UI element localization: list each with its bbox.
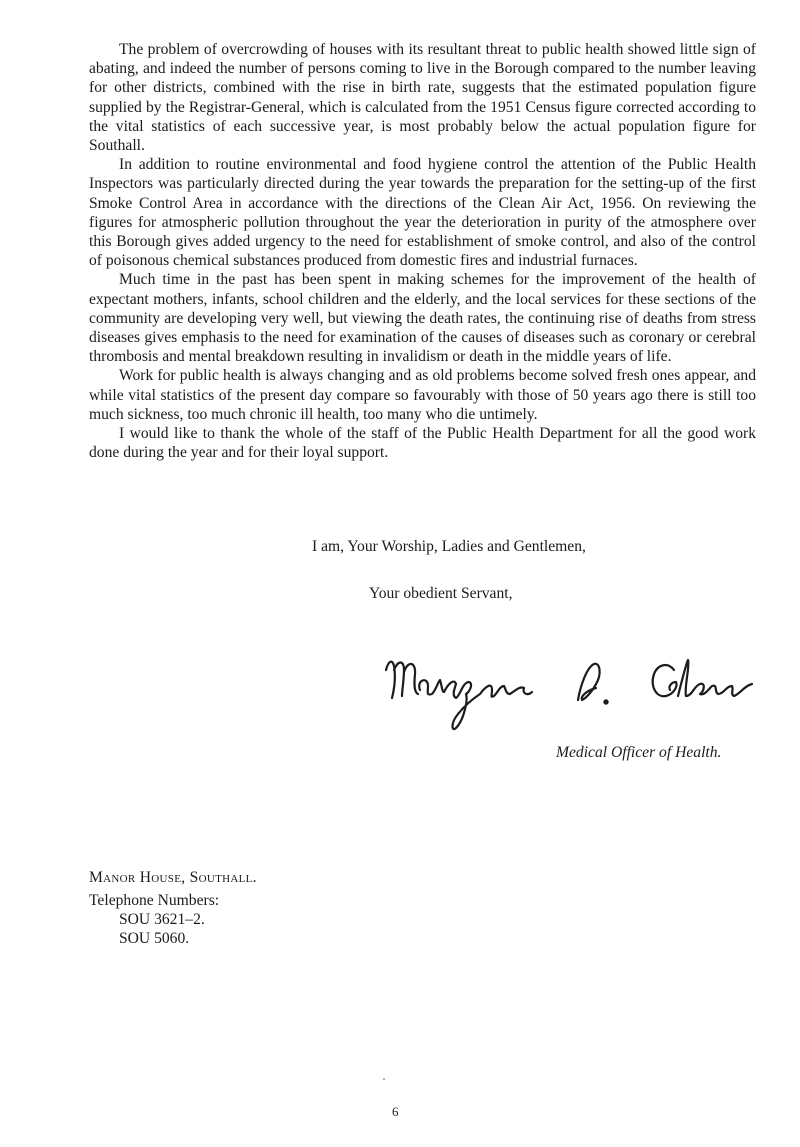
- paragraph-public-health: Work for public health is always changing and as old problems become solved fresh ones appear, and while vital statistics of the present day compare so favourably with those of 50 years ago there is still too much sickness, too much chronic ill health, too many who die untimely.: [89, 367, 756, 423]
- closing-salutation: I am, Your Worship, Ladies and Gentlemen,: [312, 538, 586, 555]
- paragraph-population: The problem of overcrowding of houses with its resultant threat to public health showed little sign of abating, and indeed the number of persons coming to live in the Borough compared to the number leaving for other districts, combined with the rise in birth rate, suggests that the estimated population figure supplied by the Registrar-General, which is calculated from the 1951 Census figure corrected according to the vital statistics of each successive year, is most probably below the actual population figure for Southall.: [89, 41, 756, 155]
- telephone-label: Telephone Numbers:: [89, 892, 220, 909]
- signature-drawing: [382, 640, 762, 740]
- handwritten-signature: [382, 640, 762, 740]
- paragraph-smoke-control: In addition to routine environmental and food hygiene control the attention of the Public Health Inspectors was particularly directed during the year towards the preparation for the setting-up of the first Smoke Control Area in accordance with the directions of the Clean Air Act, 1956. On reviewing the figures for atmospheric pollution throughout the year the deterioration in purity of the atmosphere over this Borough gives added urgency to the need for establishment of smoke control, and also of the control of poisonous chemical substances produced from domestic fires and industrial furnaces.: [89, 156, 756, 270]
- closing-valediction: Your obedient Servant,: [369, 585, 513, 602]
- telephone-number: SOU 5060.: [119, 930, 190, 947]
- page-number: 6: [392, 1104, 399, 1119]
- telephone-number: SOU 3621–2.: [119, 911, 205, 928]
- address-place: Manor House, Southall.: [89, 869, 257, 886]
- paragraph-health-schemes: Much time in the past has been spent in making schemes for the improvement of the health of expectant mothers, infants, school children and the elderly, and the local services for these sections of the community are developing very well, but viewing the death rates, the continuing rise of deaths from stress diseases gives emphasis to the need for examination of the causes of diseases such as coronary or cerebral thrombosis and mental breakdown resulting in invalidism or death in the middle years of life.: [89, 271, 756, 366]
- print-speck: [383, 1078, 385, 1080]
- officer-title: Medical Officer of Health.: [556, 744, 722, 761]
- address-block: [89, 868, 257, 948]
- paragraph-thanks: I would like to thank the whole of the staff of the Public Health Department for all the good work done during the year and for their loyal support.: [89, 425, 756, 462]
- report-body: [89, 40, 756, 462]
